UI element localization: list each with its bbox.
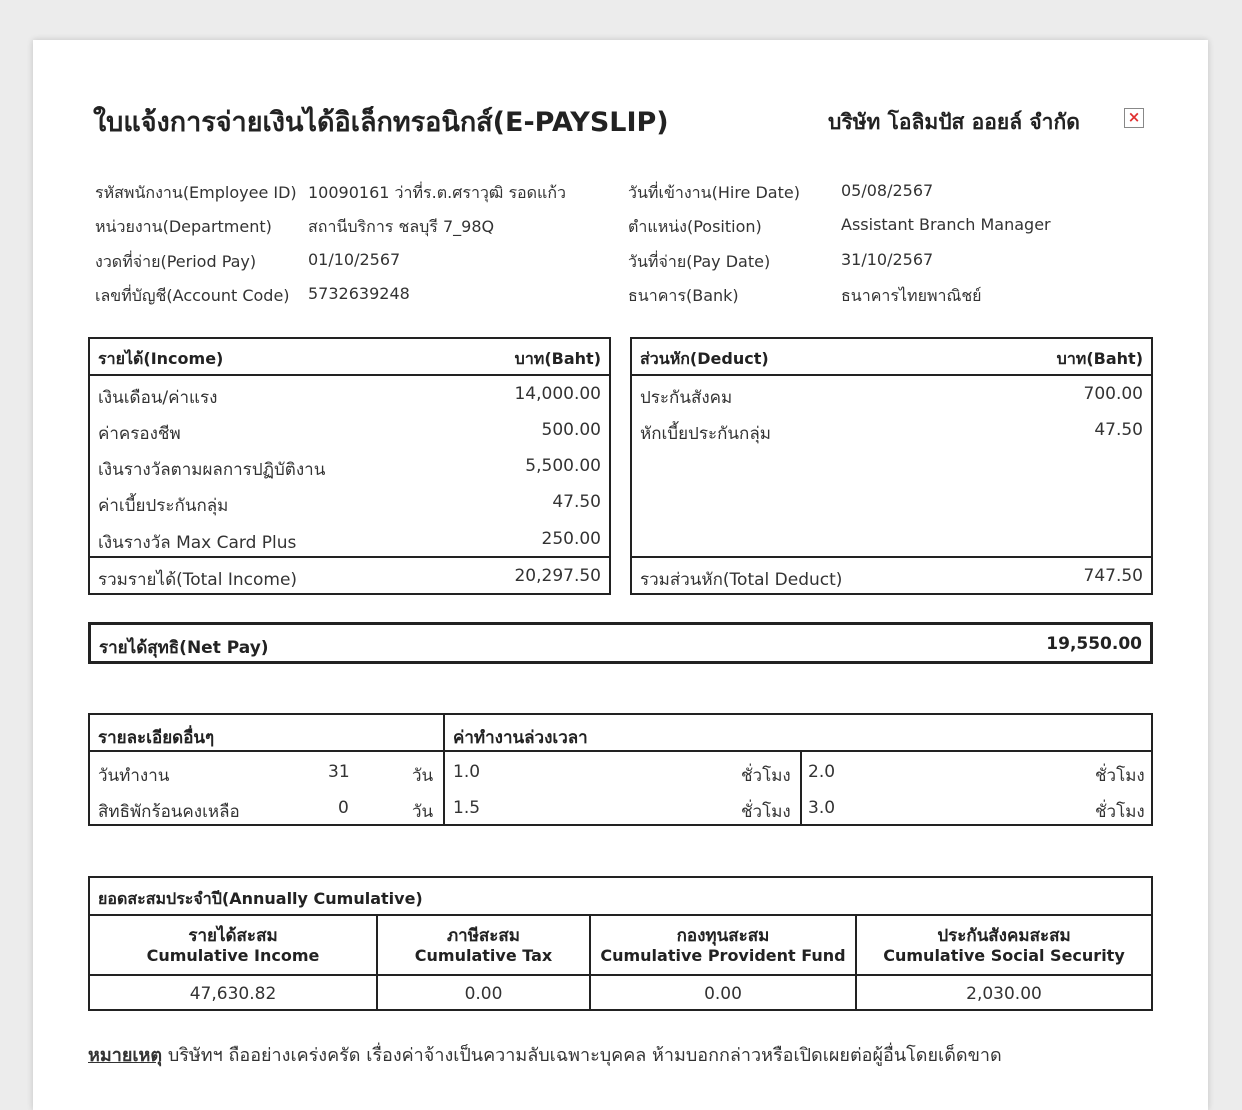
divider bbox=[632, 374, 1151, 376]
deduct-total-value: 747.50 bbox=[1083, 566, 1143, 586]
overtime-rate: 1.5 bbox=[453, 798, 481, 818]
deduct-label: หักเบี้ยประกันกลุ่ม bbox=[640, 424, 771, 444]
info-period-label: งวดที่จ่าย(Period Pay) bbox=[95, 252, 257, 271]
details-value: 31 bbox=[328, 762, 350, 782]
overtime-unit: ชั่วโมง bbox=[1095, 766, 1145, 786]
cum-social-th: ประกันสังคมสะสม bbox=[937, 926, 1071, 946]
info-period-value: 01/10/2567 bbox=[308, 250, 401, 269]
income-header-unit: บาท(Baht) bbox=[514, 349, 601, 368]
income-label: ค่าครองชีพ bbox=[98, 424, 181, 444]
income-label: เงินรางวัลตามผลการปฏิบัติงาน bbox=[98, 460, 326, 480]
divider bbox=[632, 556, 1151, 558]
cum-income-value: 47,630.82 bbox=[189, 984, 277, 1004]
cum-income-th: รายได้สะสม bbox=[188, 926, 278, 946]
income-total-value: 20,297.50 bbox=[514, 566, 601, 586]
net-pay-box bbox=[88, 622, 1153, 664]
divider bbox=[800, 752, 802, 824]
info-employee-id-label: รหัสพนักงาน(Employee ID) bbox=[95, 183, 297, 202]
cum-fund-value: 0.00 bbox=[704, 984, 742, 1004]
cum-income-en: Cumulative Income bbox=[146, 946, 320, 965]
page-title: ใบแจ้งการจ่ายเงินได้อิเล็กทรอนิกส์(E-PAYSLIP) bbox=[93, 107, 669, 138]
details-overtime-table bbox=[88, 713, 1153, 826]
info-employee-id-value: 10090161 ว่าที่ร.ต.ศราวุฒิ รอดแก้ว bbox=[308, 183, 567, 202]
company-name: บริษัท โอลิมปัส ออยล์ จำกัด bbox=[828, 110, 1080, 134]
info-department-label: หน่วยงาน(Department) bbox=[95, 217, 272, 236]
income-label: เงินรางวัล Max Card Plus bbox=[98, 533, 297, 553]
income-amount: 47.50 bbox=[552, 492, 601, 512]
income-label: ค่าเบี้ยประกันกลุ่ม bbox=[98, 496, 229, 516]
divider bbox=[90, 750, 1151, 752]
cum-tax-value: 0.00 bbox=[464, 984, 503, 1004]
overtime-rate: 3.0 bbox=[808, 798, 836, 818]
net-pay-label: รายได้สุทธิ(Net Pay) bbox=[99, 638, 269, 658]
overtime-rate: 2.0 bbox=[808, 762, 836, 782]
info-position-value: Assistant Branch Manager bbox=[841, 215, 1051, 234]
footnote bbox=[88, 1040, 1002, 1069]
details-header: รายละเอียดอื่นๆ bbox=[98, 728, 215, 748]
income-amount: 14,000.00 bbox=[514, 384, 601, 404]
deduct-amount: 47.50 bbox=[1094, 420, 1143, 440]
deduct-table bbox=[630, 337, 1153, 595]
income-amount: 5,500.00 bbox=[525, 456, 601, 476]
cum-tax-th: ภาษีสะสม bbox=[446, 926, 521, 946]
income-amount: 250.00 bbox=[541, 529, 601, 549]
info-account-value: 5732639248 bbox=[308, 284, 410, 303]
divider bbox=[90, 556, 609, 558]
cum-fund-en: Cumulative Provident Fund bbox=[600, 946, 846, 965]
income-amount: 500.00 bbox=[541, 420, 601, 440]
divider bbox=[443, 715, 445, 824]
info-bank-value: ธนาคารไทยพาณิชย์ bbox=[841, 286, 982, 305]
info-pay-date-value: 31/10/2567 bbox=[841, 250, 934, 269]
cum-social-value: 2,030.00 bbox=[966, 984, 1042, 1004]
details-label: วันทำงาน bbox=[98, 766, 170, 786]
divider bbox=[90, 914, 1151, 916]
deduct-total-label: รวมส่วนหัก(Total Deduct) bbox=[640, 570, 843, 590]
overtime-unit: ชั่วโมง bbox=[1095, 802, 1145, 822]
cumulative-table bbox=[88, 876, 1153, 1011]
info-pay-date-label: วันที่จ่าย(Pay Date) bbox=[628, 252, 771, 271]
note-label: หมายเหตุ bbox=[88, 1045, 163, 1066]
info-hire-date-value: 05/08/2567 bbox=[841, 181, 934, 200]
income-total-label: รวมรายได้(Total Income) bbox=[98, 570, 298, 590]
info-department-value: สถานีบริการ ชลบุรี 7_98Q bbox=[308, 217, 495, 236]
info-hire-date-label: วันที่เข้างาน(Hire Date) bbox=[628, 183, 800, 202]
cum-social-en: Cumulative Social Security bbox=[883, 946, 1125, 965]
overtime-unit: ชั่วโมง bbox=[741, 766, 791, 786]
cum-fund-th: กองทุนสะสม bbox=[676, 926, 770, 946]
close-icon[interactable]: × bbox=[1124, 108, 1144, 128]
details-unit: วัน bbox=[412, 802, 434, 822]
deduct-header-unit: บาท(Baht) bbox=[1056, 349, 1143, 368]
overtime-unit: ชั่วโมง bbox=[741, 802, 791, 822]
divider bbox=[90, 974, 1151, 976]
info-bank-label: ธนาคาร(Bank) bbox=[628, 286, 739, 305]
overtime-rate: 1.0 bbox=[453, 762, 481, 782]
deduct-header-label: ส่วนหัก(Deduct) bbox=[640, 349, 769, 368]
note-text: บริษัทฯ ถืออย่างเคร่งครัด เรื่องค่าจ้างเป็นความลับเฉพาะบุคคล ห้ามบอกกล่าวหรือเปิดเผยต่อผู้อื่นโดยเด็ดขาด bbox=[167, 1045, 1002, 1066]
info-position-label: ตำแหน่ง(Position) bbox=[628, 217, 762, 236]
cumulative-header: ยอดสะสมประจำปี(Annually Cumulative) bbox=[98, 889, 423, 908]
details-value: 0 bbox=[338, 798, 349, 818]
net-pay-amount: 19,550.00 bbox=[1046, 634, 1142, 654]
cum-tax-en: Cumulative Tax bbox=[414, 946, 553, 965]
income-label: เงินเดือน/ค่าแรง bbox=[98, 388, 218, 408]
deduct-amount: 700.00 bbox=[1083, 384, 1143, 404]
overtime-header: ค่าทำงานล่วงเวลา bbox=[453, 728, 588, 748]
details-label: สิทธิพักร้อนคงเหลือ bbox=[98, 802, 240, 822]
details-unit: วัน bbox=[412, 766, 434, 786]
income-table bbox=[88, 337, 611, 595]
info-account-label: เลขที่บัญชี(Account Code) bbox=[95, 286, 290, 305]
deduct-label: ประกันสังคม bbox=[640, 388, 733, 408]
divider bbox=[90, 374, 609, 376]
income-header-label: รายได้(Income) bbox=[98, 349, 224, 368]
